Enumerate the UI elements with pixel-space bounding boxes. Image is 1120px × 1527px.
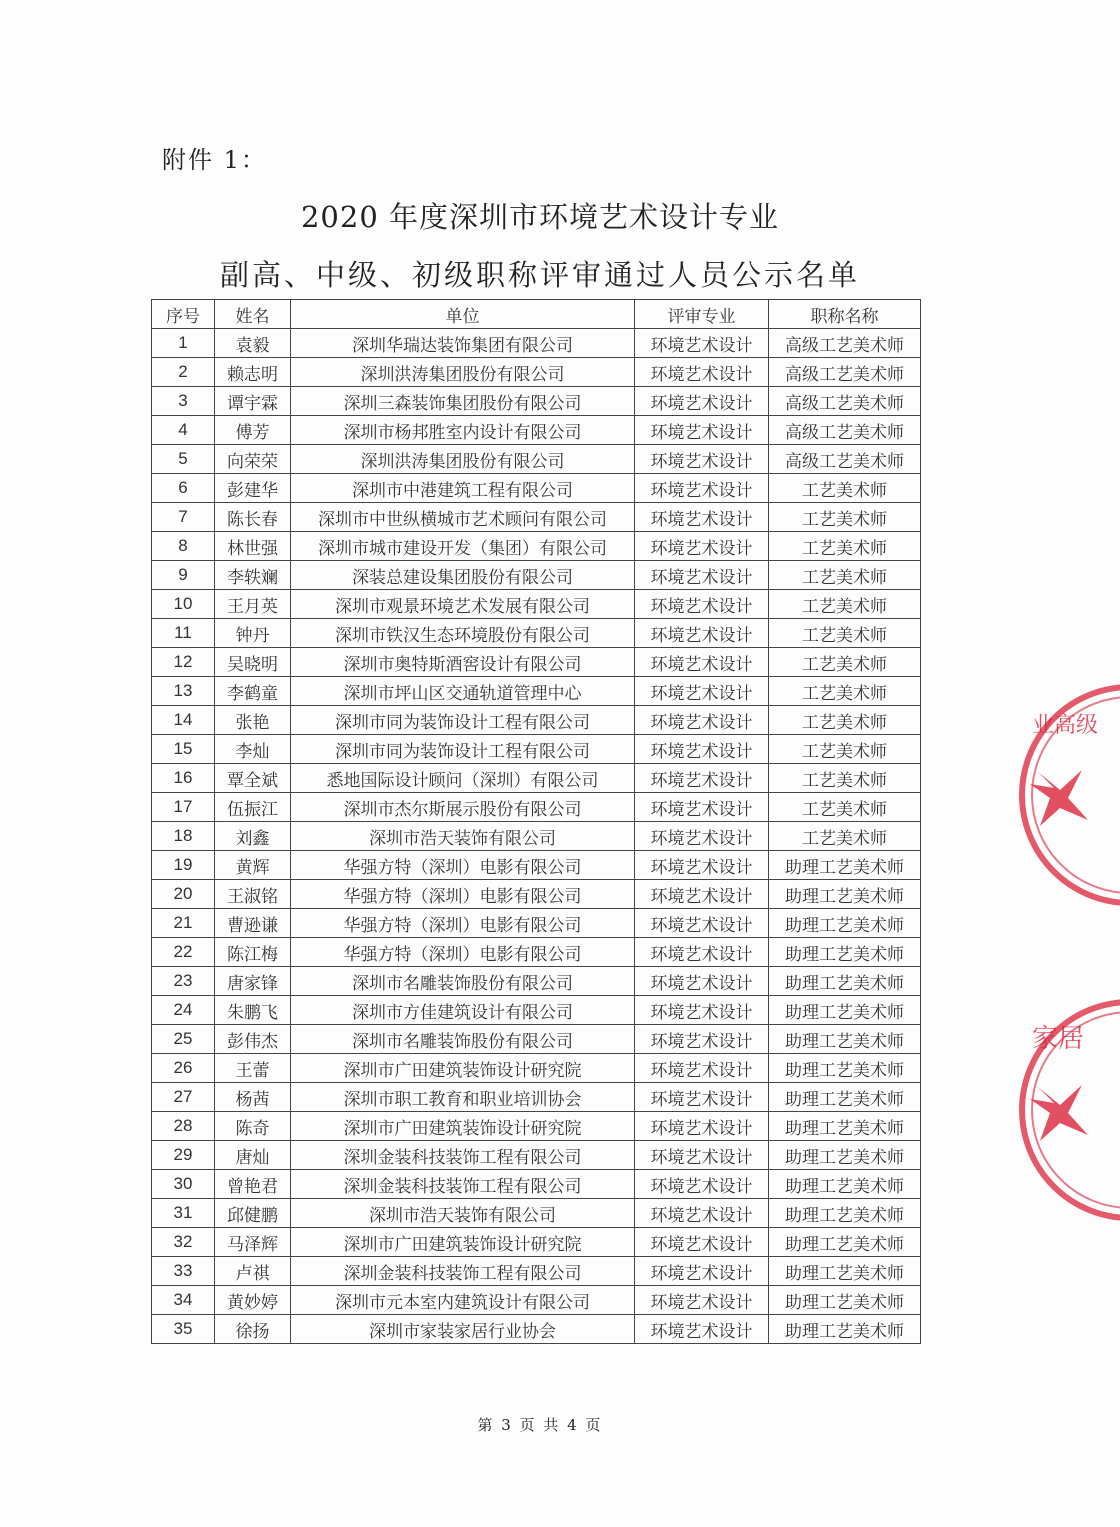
title-name: 助理工艺美术师 bbox=[769, 1228, 921, 1257]
header-index: 序号 bbox=[152, 300, 215, 329]
row-index: 24 bbox=[152, 996, 215, 1025]
person-name: 邱健鹏 bbox=[215, 1199, 291, 1228]
title-name: 助理工艺美术师 bbox=[769, 1054, 921, 1083]
row-index: 25 bbox=[152, 1025, 215, 1054]
table-row bbox=[152, 793, 921, 822]
title-name: 助理工艺美术师 bbox=[769, 851, 921, 880]
title-name: 助理工艺美术师 bbox=[769, 1286, 921, 1315]
specialty: 环境艺术设计 bbox=[635, 590, 769, 619]
title-name: 助理工艺美术师 bbox=[769, 1315, 921, 1344]
row-index: 35 bbox=[152, 1315, 215, 1344]
specialty: 环境艺术设计 bbox=[635, 619, 769, 648]
unit-name: 深圳市同为装饰设计工程有限公司 bbox=[291, 735, 635, 764]
specialty: 环境艺术设计 bbox=[635, 474, 769, 503]
row-index: 11 bbox=[152, 619, 215, 648]
title-name: 助理工艺美术师 bbox=[769, 1257, 921, 1286]
person-name: 李轶斓 bbox=[215, 561, 291, 590]
header-unit: 单位 bbox=[291, 300, 635, 329]
person-name: 谭宇霖 bbox=[215, 387, 291, 416]
person-name: 陈江梅 bbox=[215, 938, 291, 967]
specialty: 环境艺术设计 bbox=[635, 1315, 769, 1344]
table-row bbox=[152, 1228, 921, 1257]
page-footer: 第 3 页 共 4 页 bbox=[477, 1416, 603, 1434]
header-title: 职称名称 bbox=[769, 300, 921, 329]
unit-name: 深圳金装科技装饰工程有限公司 bbox=[291, 1257, 635, 1286]
unit-name: 悉地国际设计顾问（深圳）有限公司 bbox=[291, 764, 635, 793]
person-name: 王蕾 bbox=[215, 1054, 291, 1083]
table-row bbox=[152, 329, 921, 358]
table-row bbox=[152, 387, 921, 416]
title-name: 工艺美术师 bbox=[769, 561, 921, 590]
row-index: 18 bbox=[152, 822, 215, 851]
table-row bbox=[152, 648, 921, 677]
person-name: 陈奇 bbox=[215, 1112, 291, 1141]
specialty: 环境艺术设计 bbox=[635, 416, 769, 445]
attachment-label: 附件 1： bbox=[162, 146, 267, 174]
row-index: 21 bbox=[152, 909, 215, 938]
table-row bbox=[152, 880, 921, 909]
unit-name: 深圳市方佳建筑设计有限公司 bbox=[291, 996, 635, 1025]
title-name: 助理工艺美术师 bbox=[769, 1199, 921, 1228]
table-row bbox=[152, 764, 921, 793]
title-name: 助理工艺美术师 bbox=[769, 996, 921, 1025]
person-name: 马泽辉 bbox=[215, 1228, 291, 1257]
specialty: 环境艺术设计 bbox=[635, 1083, 769, 1112]
row-index: 1 bbox=[152, 329, 215, 358]
unit-name: 深圳市浩天装饰有限公司 bbox=[291, 1199, 635, 1228]
unit-name: 深圳市中世纵横城市艺术顾问有限公司 bbox=[291, 503, 635, 532]
table-row bbox=[152, 619, 921, 648]
seal-star-icon bbox=[1030, 770, 1088, 826]
unit-name: 深圳洪涛集团股份有限公司 bbox=[291, 358, 635, 387]
specialty: 环境艺术设计 bbox=[635, 880, 769, 909]
unit-name: 华强方特（深圳）电影有限公司 bbox=[291, 909, 635, 938]
person-name: 曹逊谦 bbox=[215, 909, 291, 938]
unit-name: 深圳洪涛集团股份有限公司 bbox=[291, 445, 635, 474]
person-name: 徐扬 bbox=[215, 1315, 291, 1344]
header-row bbox=[152, 300, 921, 329]
title-name: 助理工艺美术师 bbox=[769, 880, 921, 909]
table-row bbox=[152, 735, 921, 764]
document-title-line2: 副高、中级、初级职称评审通过人员公示名单 bbox=[219, 258, 860, 292]
title-name: 工艺美术师 bbox=[769, 735, 921, 764]
person-name: 曾艳君 bbox=[215, 1170, 291, 1199]
table-header bbox=[152, 300, 921, 329]
row-index: 32 bbox=[152, 1228, 215, 1257]
specialty: 环境艺术设计 bbox=[635, 764, 769, 793]
person-name: 朱鹏飞 bbox=[215, 996, 291, 1025]
table-row bbox=[152, 503, 921, 532]
unit-name: 深圳市奥特斯酒窖设计有限公司 bbox=[291, 648, 635, 677]
title-name: 高级工艺美术师 bbox=[769, 416, 921, 445]
specialty: 环境艺术设计 bbox=[635, 1025, 769, 1054]
person-name: 黄辉 bbox=[215, 851, 291, 880]
row-index: 8 bbox=[152, 532, 215, 561]
person-name: 袁毅 bbox=[215, 329, 291, 358]
person-name: 钟丹 bbox=[215, 619, 291, 648]
specialty: 环境艺术设计 bbox=[635, 503, 769, 532]
specialty: 环境艺术设计 bbox=[635, 967, 769, 996]
person-name: 吴晓明 bbox=[215, 648, 291, 677]
specialty: 环境艺术设计 bbox=[635, 1286, 769, 1315]
person-name: 彭伟杰 bbox=[215, 1025, 291, 1054]
title-name: 高级工艺美术师 bbox=[769, 387, 921, 416]
unit-name: 深圳市坪山区交通轨道管理中心 bbox=[291, 677, 635, 706]
row-index: 16 bbox=[152, 764, 215, 793]
person-name: 刘鑫 bbox=[215, 822, 291, 851]
row-index: 15 bbox=[152, 735, 215, 764]
table-row bbox=[152, 561, 921, 590]
table-row bbox=[152, 1141, 921, 1170]
person-name: 杨茜 bbox=[215, 1083, 291, 1112]
unit-name: 深圳华瑞达装饰集团有限公司 bbox=[291, 329, 635, 358]
unit-name: 深圳市杰尔斯展示股份有限公司 bbox=[291, 793, 635, 822]
row-index: 2 bbox=[152, 358, 215, 387]
title-name: 助理工艺美术师 bbox=[769, 1025, 921, 1054]
table-row bbox=[152, 416, 921, 445]
person-name: 李灿 bbox=[215, 735, 291, 764]
specialty: 环境艺术设计 bbox=[635, 561, 769, 590]
unit-name: 深圳市杨邦胜室内设计有限公司 bbox=[291, 416, 635, 445]
table-row bbox=[152, 967, 921, 996]
title-name: 工艺美术师 bbox=[769, 764, 921, 793]
person-name: 唐家锋 bbox=[215, 967, 291, 996]
title-name: 助理工艺美术师 bbox=[769, 1083, 921, 1112]
specialty: 环境艺术设计 bbox=[635, 677, 769, 706]
row-index: 13 bbox=[152, 677, 215, 706]
unit-name: 深圳市家装家居行业协会 bbox=[291, 1315, 635, 1344]
unit-name: 深圳市浩天装饰有限公司 bbox=[291, 822, 635, 851]
person-name: 陈长春 bbox=[215, 503, 291, 532]
person-name: 覃全斌 bbox=[215, 764, 291, 793]
table-row bbox=[152, 1025, 921, 1054]
row-index: 29 bbox=[152, 1141, 215, 1170]
unit-name: 深圳市名雕装饰股份有限公司 bbox=[291, 1025, 635, 1054]
row-index: 17 bbox=[152, 793, 215, 822]
title-name: 工艺美术师 bbox=[769, 503, 921, 532]
row-index: 26 bbox=[152, 1054, 215, 1083]
table-row bbox=[152, 1315, 921, 1344]
specialty: 环境艺术设计 bbox=[635, 909, 769, 938]
table-row bbox=[152, 677, 921, 706]
title-name: 工艺美术师 bbox=[769, 793, 921, 822]
table-row bbox=[152, 1112, 921, 1141]
row-index: 23 bbox=[152, 967, 215, 996]
row-index: 9 bbox=[152, 561, 215, 590]
person-name: 李鹤童 bbox=[215, 677, 291, 706]
unit-name: 深圳市观景环境艺术发展有限公司 bbox=[291, 590, 635, 619]
unit-name: 华强方特（深圳）电影有限公司 bbox=[291, 880, 635, 909]
specialty: 环境艺术设计 bbox=[635, 1257, 769, 1286]
specialty: 环境艺术设计 bbox=[635, 648, 769, 677]
title-name: 助理工艺美术师 bbox=[769, 967, 921, 996]
title-name: 助理工艺美术师 bbox=[769, 1141, 921, 1170]
unit-name: 华强方特（深圳）电影有限公司 bbox=[291, 938, 635, 967]
row-index: 4 bbox=[152, 416, 215, 445]
specialty: 环境艺术设计 bbox=[635, 793, 769, 822]
person-name: 卢祺 bbox=[215, 1257, 291, 1286]
row-index: 12 bbox=[152, 648, 215, 677]
row-index: 6 bbox=[152, 474, 215, 503]
table-row bbox=[152, 1083, 921, 1112]
table-row bbox=[152, 909, 921, 938]
title-name: 工艺美术师 bbox=[769, 590, 921, 619]
row-index: 19 bbox=[152, 851, 215, 880]
official-seal-2 bbox=[1010, 995, 1120, 1225]
title-name: 助理工艺美术师 bbox=[769, 938, 921, 967]
row-index: 33 bbox=[152, 1257, 215, 1286]
title-name: 工艺美术师 bbox=[769, 706, 921, 735]
specialty: 环境艺术设计 bbox=[635, 822, 769, 851]
specialty: 环境艺术设计 bbox=[635, 1112, 769, 1141]
person-name: 伍振江 bbox=[215, 793, 291, 822]
table-body bbox=[152, 329, 921, 1344]
specialty: 环境艺术设计 bbox=[635, 1228, 769, 1257]
title-name: 助理工艺美术师 bbox=[769, 909, 921, 938]
row-index: 34 bbox=[152, 1286, 215, 1315]
title-name: 工艺美术师 bbox=[769, 677, 921, 706]
specialty: 环境艺术设计 bbox=[635, 1170, 769, 1199]
specialty: 环境艺术设计 bbox=[635, 358, 769, 387]
title-name: 高级工艺美术师 bbox=[769, 358, 921, 387]
unit-name: 深圳市中港建筑工程有限公司 bbox=[291, 474, 635, 503]
specialty: 环境艺术设计 bbox=[635, 851, 769, 880]
title-name: 助理工艺美术师 bbox=[769, 1112, 921, 1141]
unit-name: 深圳市城市建设开发（集团）有限公司 bbox=[291, 532, 635, 561]
table-row bbox=[152, 532, 921, 561]
person-name: 赖志明 bbox=[215, 358, 291, 387]
row-index: 22 bbox=[152, 938, 215, 967]
row-index: 10 bbox=[152, 590, 215, 619]
seal-2-text: 家居 bbox=[1032, 1024, 1085, 1054]
row-index: 27 bbox=[152, 1083, 215, 1112]
person-name: 向荣荣 bbox=[215, 445, 291, 474]
unit-name: 华强方特（深圳）电影有限公司 bbox=[291, 851, 635, 880]
person-name: 林世强 bbox=[215, 532, 291, 561]
unit-name: 深圳金装科技装饰工程有限公司 bbox=[291, 1141, 635, 1170]
specialty: 环境艺术设计 bbox=[635, 1141, 769, 1170]
title-name: 工艺美术师 bbox=[769, 648, 921, 677]
header-specialty: 评审专业 bbox=[635, 300, 769, 329]
personnel-table bbox=[151, 299, 921, 1344]
document-title-line1: 2020 年度深圳市环境艺术设计专业 bbox=[300, 200, 780, 234]
table-row bbox=[152, 706, 921, 735]
table-row bbox=[152, 851, 921, 880]
specialty: 环境艺术设计 bbox=[635, 735, 769, 764]
row-index: 20 bbox=[152, 880, 215, 909]
unit-name: 深装总建设集团股份有限公司 bbox=[291, 561, 635, 590]
person-name: 唐灿 bbox=[215, 1141, 291, 1170]
table-row bbox=[152, 590, 921, 619]
person-name: 傅芳 bbox=[215, 416, 291, 445]
person-name: 张艳 bbox=[215, 706, 291, 735]
table-row bbox=[152, 1054, 921, 1083]
unit-name: 深圳金装科技装饰工程有限公司 bbox=[291, 1170, 635, 1199]
specialty: 环境艺术设计 bbox=[635, 387, 769, 416]
seal-1-text: 业高级 bbox=[1032, 713, 1099, 738]
title-name: 高级工艺美术师 bbox=[769, 329, 921, 358]
row-index: 7 bbox=[152, 503, 215, 532]
row-index: 28 bbox=[152, 1112, 215, 1141]
unit-name: 深圳市广田建筑装饰设计研究院 bbox=[291, 1054, 635, 1083]
table-row bbox=[152, 474, 921, 503]
person-name: 王淑铭 bbox=[215, 880, 291, 909]
table-row bbox=[152, 1199, 921, 1228]
unit-name: 深圳市同为装饰设计工程有限公司 bbox=[291, 706, 635, 735]
specialty: 环境艺术设计 bbox=[635, 1199, 769, 1228]
header-name: 姓名 bbox=[215, 300, 291, 329]
row-index: 31 bbox=[152, 1199, 215, 1228]
official-seal-1 bbox=[1010, 680, 1120, 910]
row-index: 3 bbox=[152, 387, 215, 416]
person-name: 彭建华 bbox=[215, 474, 291, 503]
row-index: 14 bbox=[152, 706, 215, 735]
table-row bbox=[152, 822, 921, 851]
unit-name: 深圳市广田建筑装饰设计研究院 bbox=[291, 1228, 635, 1257]
table-row bbox=[152, 445, 921, 474]
title-name: 工艺美术师 bbox=[769, 474, 921, 503]
unit-name: 深圳三森装饰集团股份有限公司 bbox=[291, 387, 635, 416]
specialty: 环境艺术设计 bbox=[635, 996, 769, 1025]
title-name: 工艺美术师 bbox=[769, 619, 921, 648]
table-row bbox=[152, 1170, 921, 1199]
table-row bbox=[152, 358, 921, 387]
row-index: 30 bbox=[152, 1170, 215, 1199]
unit-name: 深圳市元本室内建筑设计有限公司 bbox=[291, 1286, 635, 1315]
person-name: 王月英 bbox=[215, 590, 291, 619]
specialty: 环境艺术设计 bbox=[635, 445, 769, 474]
table-row bbox=[152, 938, 921, 967]
title-name: 工艺美术师 bbox=[769, 532, 921, 561]
unit-name: 深圳市铁汉生态环境股份有限公司 bbox=[291, 619, 635, 648]
specialty: 环境艺术设计 bbox=[635, 532, 769, 561]
unit-name: 深圳市职工教育和职业培训协会 bbox=[291, 1083, 635, 1112]
person-name: 黄妙婷 bbox=[215, 1286, 291, 1315]
specialty: 环境艺术设计 bbox=[635, 329, 769, 358]
row-index: 5 bbox=[152, 445, 215, 474]
seal-star-icon bbox=[1030, 1085, 1088, 1141]
title-name: 助理工艺美术师 bbox=[769, 1170, 921, 1199]
specialty: 环境艺术设计 bbox=[635, 706, 769, 735]
specialty: 环境艺术设计 bbox=[635, 938, 769, 967]
table-row bbox=[152, 996, 921, 1025]
table-row bbox=[152, 1286, 921, 1315]
specialty: 环境艺术设计 bbox=[635, 1054, 769, 1083]
unit-name: 深圳市广田建筑装饰设计研究院 bbox=[291, 1112, 635, 1141]
title-name: 高级工艺美术师 bbox=[769, 445, 921, 474]
unit-name: 深圳市名雕装饰股份有限公司 bbox=[291, 967, 635, 996]
title-name: 工艺美术师 bbox=[769, 822, 921, 851]
table-row bbox=[152, 1257, 921, 1286]
